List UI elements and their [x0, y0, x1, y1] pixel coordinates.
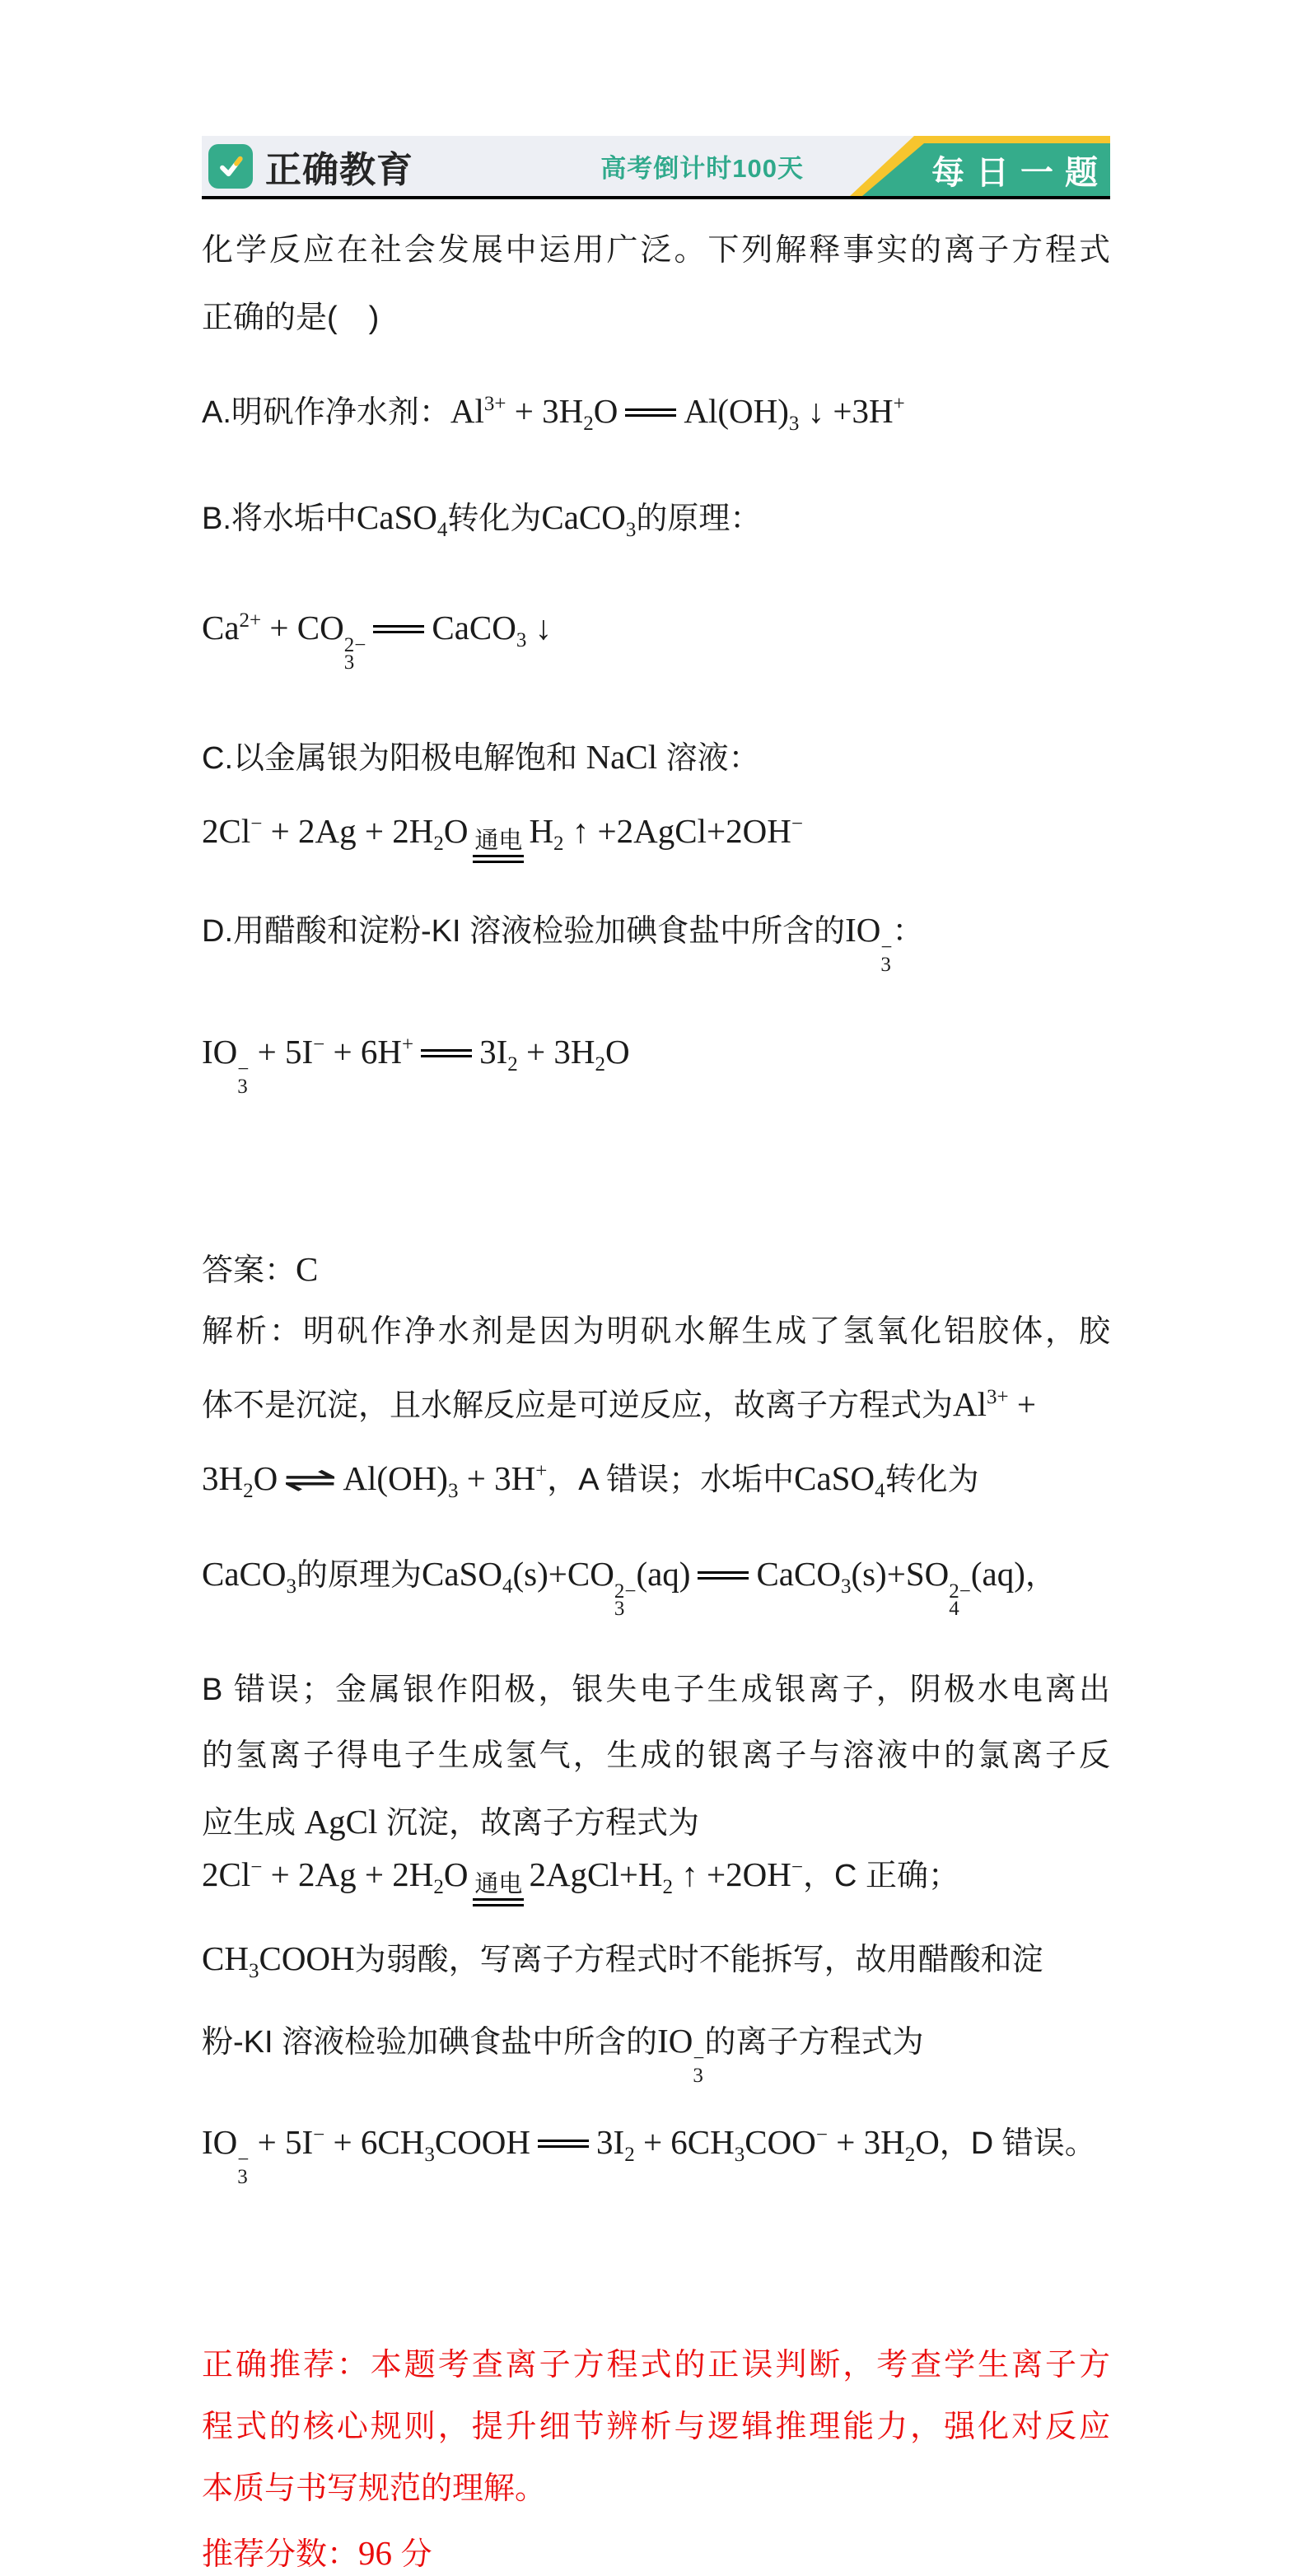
badge-label: 每日一题: [931, 154, 1109, 191]
option-b-text: B.将水垢中CaSO$_4$转化为CaCO$_3$的原理：: [202, 498, 762, 541]
explanation-line-4: CaCO$_3$的原理为CaSO$_4$(s)+CO 2− 3 (aq) CaCO$_3$(s)+SO 2− 4 (aq)，: [202, 1555, 1057, 1620]
brand: [208, 140, 413, 193]
question-sheet: [202, 199, 1110, 2576]
ion-charge-stack: − 3: [237, 2149, 250, 2188]
ion-charge-stack: − 3: [880, 936, 893, 976]
daily-question-badge: [850, 136, 1110, 196]
equals-double-line: [530, 2126, 596, 2161]
countdown-text: 高考倒计时100天: [600, 154, 804, 183]
option-d-text: D.用醋酸和淀粉-KI 溶液检验加碘食盐中所含的IO − 3 ：: [202, 911, 924, 976]
check-icon: [208, 144, 253, 189]
equals-double-line: [413, 1036, 479, 1071]
header-bar: [202, 136, 1110, 199]
recommendation-line-3: 本质与书写规范的理解。: [202, 2471, 547, 2506]
explanation-line-1: 解析：明矾作净水剂是因为明矾水解生成了氢氧化铝胶体，胶: [202, 1314, 1110, 1349]
brand-name: 正确教育: [265, 149, 413, 190]
explanation-line-3: $3H_2O$ ⇌ $Al(OH)_3 + 3H^+$，A 错误；水垢中CaSO$_4$转化为: [202, 1459, 979, 1502]
ion-charge-stack: 2− 3: [614, 1580, 637, 1620]
equals-double-line: [690, 1558, 756, 1593]
ion-charge-stack: 2− 4: [949, 1580, 971, 1620]
equals-double-line: [366, 612, 432, 646]
reaction-condition-equals-sign: 通电: [468, 1870, 529, 1906]
explanation-line-7: 应生成 AgCl 沉淀，故离子方程式为: [202, 1803, 699, 1841]
ion-charge-stack: − 3: [693, 2047, 705, 2087]
option-c-equation: $2Cl^- + 2Ag + 2H_2O$ 通电 $H_2$ ↑ +2AgCl+2OH−: [202, 803, 1110, 866]
reversible-arrows: ⇌: [282, 1459, 338, 1500]
option-b-equation: $Ca^{2+}$ + CO 2− 3 CaCO$_3$ ↓: [202, 609, 553, 674]
recommendation-line-1: 正确推荐：本题考查离子方程式的正误判断，考查学生离子方: [202, 2348, 1110, 2382]
question-stem-line-2: 正确的是( ): [202, 301, 380, 335]
explanation-line-8: $2Cl^- + 2Ag + 2H_2O$ 通电 $2AgCl+H_2$ ↑ +2OH−，C 正确；: [202, 1846, 1110, 1909]
explanation-line-2: 体不是沉淀，且水解反应是可逆反应，故离子方程式为$Al^{3+}$ +: [202, 1385, 1036, 1423]
option-a: A.明矾作净水剂：$Al^{3+} + 3H_2O$ $Al(OH)_3$ ↓ +3H+: [202, 392, 905, 435]
ion-charge-stack: − 3: [237, 1058, 250, 1098]
recommendation-line-2: 程式的核心规则，提升细节辨析与逻辑推理能力，强化对反应: [202, 2410, 1110, 2444]
reaction-condition-equals-sign: 通电: [468, 827, 529, 863]
explanation-line-11: IO − 3 + $5I^- + 6CH_3COOH$ $3I_2 + 6CH_3COO^- + 3H_2O$，D 错误。: [202, 2123, 1096, 2188]
explanation-line-9: $CH_3COOH$为弱酸，写离子方程式时不能拆写，故用醋酸和淀: [202, 1939, 1043, 1982]
explanation-line-5: B 错误；金属银作阳极，银失电子生成银离子，阴极水电离出: [202, 1673, 1110, 1707]
equals-double-line: [618, 395, 684, 430]
explanation-line-6: 的氢离子得电子生成氢气，生成的银离子与溶液中的氯离子反: [202, 1738, 1110, 1773]
recommendation-score: 推荐分数：96 分: [202, 2534, 432, 2572]
option-c-text: C.以金属银为阳极电解饱和 NaCl 溶液：: [202, 738, 760, 776]
explanation-line-10: 粉-KI 溶液检验加碘食盐中所含的IO − 3 的离子方程式为: [202, 2022, 924, 2087]
question-stem-line-1: 化学反应在社会发展中运用广泛。下列解释事实的离子方程式: [202, 233, 1110, 268]
option-d-equation: IO − 3 + 5I− + 6H+ $3I_2 + 3H_2O$: [202, 1033, 630, 1098]
ion-charge-stack: 2− 3: [343, 634, 366, 674]
answer-line: 答案：C: [202, 1250, 319, 1288]
recommendation-section: [202, 2344, 1110, 2576]
